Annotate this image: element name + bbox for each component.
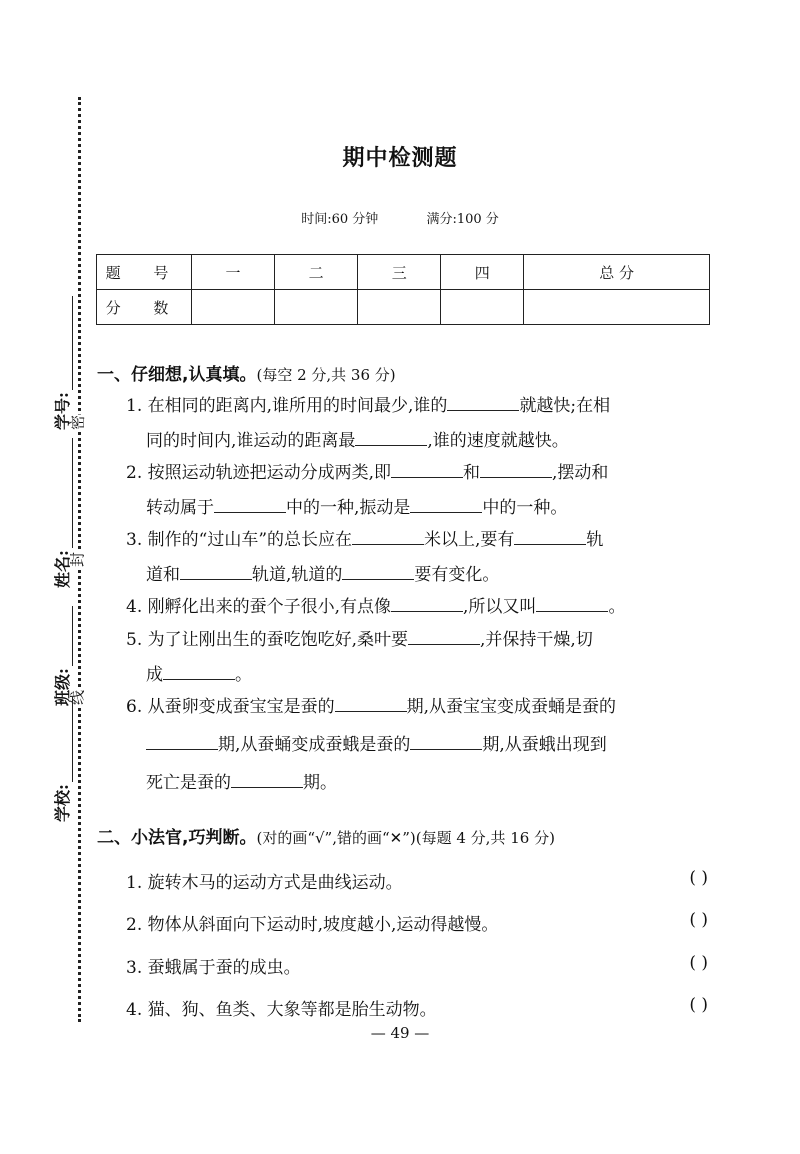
blank[interactable] bbox=[180, 559, 252, 580]
answer-parentheses[interactable]: ( ) bbox=[689, 953, 708, 973]
binding-word-xian: 线 bbox=[68, 690, 87, 706]
judge-item-2 bbox=[126, 910, 708, 935]
blank[interactable] bbox=[536, 591, 608, 612]
blank[interactable] bbox=[410, 492, 482, 513]
score-cell-4[interactable] bbox=[441, 290, 524, 325]
blank[interactable] bbox=[231, 767, 303, 788]
judge-item-3-text: 3. 蚕蛾属于蚕的成虫。 bbox=[126, 958, 301, 978]
blank[interactable] bbox=[335, 691, 407, 712]
score-cell-3[interactable] bbox=[358, 290, 441, 325]
question-4-line-1: 4. 刚孵化出来的蚕个子很小,有点像 ,所以又叫 。 bbox=[126, 590, 716, 625]
answer-parentheses[interactable]: ( ) bbox=[689, 995, 708, 1015]
section-1-title bbox=[97, 360, 396, 385]
blank[interactable] bbox=[408, 624, 480, 645]
exam-meta bbox=[0, 208, 800, 227]
class-field[interactable] bbox=[50, 606, 73, 706]
question-1-line-1: 1. 在相同的距离内,谁所用的时间最少,谁的 就越快;在相 bbox=[126, 389, 716, 424]
page-number: — 49 — bbox=[370, 1024, 430, 1042]
blank[interactable] bbox=[214, 492, 286, 513]
column-total: 总 分 bbox=[524, 255, 710, 290]
blank[interactable] bbox=[447, 390, 519, 411]
score-table-score-row bbox=[97, 290, 710, 325]
score-table bbox=[96, 254, 710, 325]
question-1 bbox=[126, 389, 716, 459]
column-3: 三 bbox=[358, 255, 441, 290]
answer-parentheses[interactable]: ( ) bbox=[689, 868, 708, 888]
judge-item-1-text: 1. 旋转木马的运动方式是曲线运动。 bbox=[126, 873, 403, 893]
blank[interactable] bbox=[410, 729, 482, 750]
section-2-title bbox=[97, 823, 555, 848]
binding-margin bbox=[0, 0, 87, 1154]
time-limit: 时间:60 分钟 bbox=[301, 212, 379, 227]
section-2-note: (对的画“√”,错的画“✕”)(每题 4 分,共 16 分) bbox=[256, 829, 555, 847]
student-name-field[interactable] bbox=[50, 438, 73, 588]
student-id-field[interactable] bbox=[50, 296, 73, 430]
question-6-line-3: 死亡是蚕的 期。 bbox=[126, 764, 716, 802]
score-table-header-row bbox=[97, 255, 710, 290]
score-cell-total[interactable] bbox=[524, 290, 710, 325]
question-5 bbox=[126, 623, 716, 693]
blank[interactable] bbox=[391, 591, 463, 612]
student-id-blank[interactable] bbox=[71, 296, 73, 390]
blank[interactable] bbox=[355, 425, 427, 446]
question-5-line-1: 5. 为了让刚出生的蚕吃饱吃好,桑叶要 ,并保持干燥,切 bbox=[126, 623, 716, 658]
section-2-heading: 二、小法官,巧判断。 bbox=[97, 828, 257, 848]
section-1-note: (每空 2 分,共 36 分) bbox=[256, 366, 396, 384]
blank[interactable] bbox=[342, 559, 414, 580]
judge-item-1 bbox=[126, 868, 708, 893]
question-2-line-2: 转动属于 中的一种,振动是 中的一种。 bbox=[126, 491, 716, 526]
student-name-blank[interactable] bbox=[71, 438, 73, 548]
binding-word-mi: 密 bbox=[68, 415, 87, 431]
judge-item-4 bbox=[126, 995, 708, 1020]
school-label: 学校: bbox=[53, 784, 72, 822]
question-6-line-2: 期,从蚕蛹变成蚕蛾是蚕的 期,从蚕蛾出现到 bbox=[126, 726, 716, 764]
page-title: 期中检测题 bbox=[342, 146, 458, 171]
question-3-line-2: 道和 轨道,轨道的 要有变化。 bbox=[126, 558, 716, 593]
section-1-heading: 一、仔细想,认真填。 bbox=[97, 365, 257, 385]
blank[interactable] bbox=[480, 457, 552, 478]
binding-word-feng: 封 bbox=[68, 552, 87, 568]
blank[interactable] bbox=[514, 524, 586, 545]
blank[interactable] bbox=[352, 524, 424, 545]
judge-item-4-text: 4. 猫、狗、鱼类、大象等都是胎生动物。 bbox=[126, 1000, 437, 1020]
judge-item-2-text: 2. 物体从斜面向下运动时,坡度越小,运动得越慢。 bbox=[126, 915, 499, 935]
question-1-line-2: 同的时间内,谁运动的距离最 ,谁的速度就越快。 bbox=[126, 424, 716, 459]
blank[interactable] bbox=[163, 659, 235, 680]
question-number-header: 题 号 bbox=[97, 255, 192, 290]
answer-parentheses[interactable]: ( ) bbox=[689, 910, 708, 930]
judge-item-3 bbox=[126, 953, 708, 978]
class-blank[interactable] bbox=[71, 606, 73, 666]
question-6-line-1: 6. 从蚕卵变成蚕宝宝是蚕的 期,从蚕宝宝变成蚕蛹是蚕的 bbox=[126, 688, 716, 726]
school-blank[interactable] bbox=[71, 697, 73, 782]
column-4: 四 bbox=[441, 255, 524, 290]
score-cell-1[interactable] bbox=[192, 290, 275, 325]
full-score: 满分:100 分 bbox=[426, 212, 499, 227]
column-1: 一 bbox=[192, 255, 275, 290]
student-name-label: 姓名: bbox=[53, 550, 72, 588]
question-5-line-2: 成 。 bbox=[126, 658, 716, 693]
question-2-line-1: 2. 按照运动轨迹把运动分成两类,即 和 ,摆动和 bbox=[126, 456, 716, 491]
question-2 bbox=[126, 456, 716, 526]
class-label: 班级: bbox=[53, 668, 72, 706]
score-cell-2[interactable] bbox=[275, 290, 358, 325]
question-3 bbox=[126, 523, 716, 593]
score-row-label: 分 数 bbox=[97, 290, 192, 325]
blank[interactable] bbox=[146, 729, 218, 750]
school-field[interactable] bbox=[50, 697, 73, 822]
student-id-label: 学号: bbox=[53, 392, 72, 430]
column-2: 二 bbox=[275, 255, 358, 290]
blank[interactable] bbox=[391, 457, 463, 478]
question-6 bbox=[126, 688, 716, 802]
question-3-line-1: 3. 制作的“过山车”的总长应在 米以上,要有 轨 bbox=[126, 523, 716, 558]
question-4 bbox=[126, 590, 716, 625]
